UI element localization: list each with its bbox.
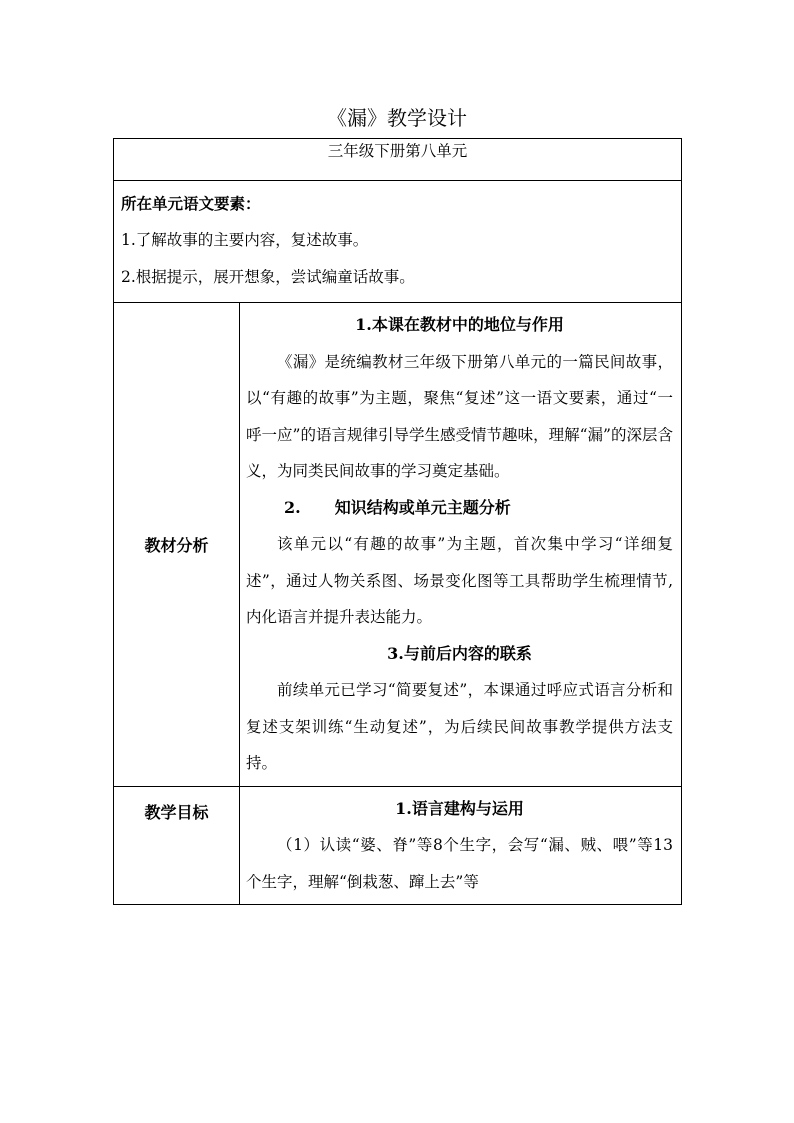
elements-row	[114, 181, 682, 303]
analysis-heading-2	[246, 490, 673, 527]
goals-heading: 1.语言建构与运用	[395, 798, 524, 818]
analysis-content	[240, 303, 682, 787]
unit-row	[114, 139, 682, 181]
analysis-heading-1: 1.本课在教材中的地位与作用	[355, 315, 564, 334]
elements-item-1: 1.了解故事的主要内容，复述故事。	[121, 231, 369, 249]
goals-text: （1）认读“婆、脊”等8个生字，会写“漏、贼、喂”等13个生字，理解“倒栽葱、蹿上去”等	[246, 836, 673, 891]
goals-row	[114, 786, 682, 905]
analysis-text-3: 前续单元已学习“简要复述”，本课通过呼应式语言分析和复述支架训练“生动复述”，为后续民间故事教学提供方法支持。	[246, 681, 673, 772]
analysis-text-2: 该单元以“有趣的故事”为主题，首次集中学习“详细复述”，通过人物关系图、场景变化图等工具帮助学生梳理情节,内化语言并提升表达能力。	[246, 535, 673, 626]
analysis-heading-3: 3.与前后内容的联系	[387, 643, 532, 663]
analysis-heading-2-text: 知识结构或单元主题分析	[334, 497, 511, 517]
analysis-label: 教材分析	[114, 303, 240, 787]
elements-heading: 所在单元语文要素：	[121, 194, 261, 213]
document-title: 《漏》教学设计	[327, 106, 467, 130]
analysis-heading-2-num: 2.	[284, 497, 301, 517]
analysis-text-1: 《漏》是统编教材三年级下册第八单元的一篇民间故事，以“有趣的故事”为主题，聚焦“复述”这一语文要素，通过“一呼一应”的语言规律引导学生感受情节趣味，理解“漏”的深层含义，为同类民间故事的学习奠定基础。	[246, 352, 673, 480]
elements-item-2: 2.根据提示，展开想象，尝试编童话故事。	[121, 268, 415, 286]
goals-content	[240, 786, 682, 905]
lesson-plan-table	[113, 138, 682, 905]
elements-cell	[114, 181, 682, 303]
unit-cell: 三年级下册第八单元	[114, 139, 682, 181]
analysis-row	[114, 303, 682, 787]
goals-label: 教学目标	[114, 786, 240, 905]
